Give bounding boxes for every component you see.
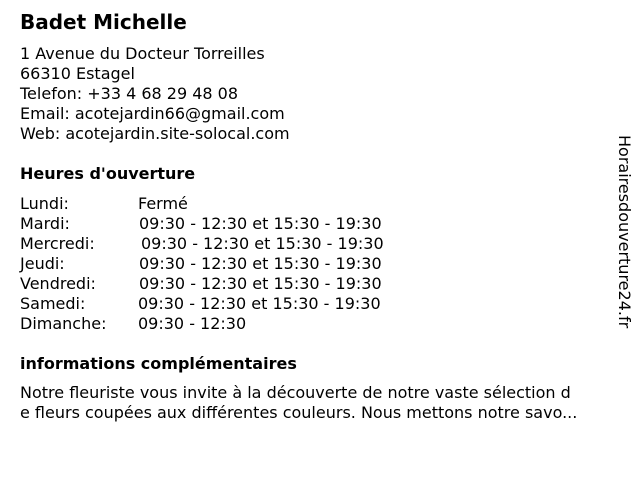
day-label: Lundi: bbox=[20, 194, 69, 213]
day-hours: 09:30 - 12:30 et 15:30 - 19:30 bbox=[138, 294, 381, 313]
additional-info-heading: informations complémentaires bbox=[20, 354, 297, 373]
day-hours: 09:30 - 12:30 et 15:30 - 19:30 bbox=[139, 254, 382, 273]
hours-row-jeudi bbox=[20, 254, 450, 274]
description-line-2: e fleurs coupées aux différentes couleurs. Nous mettons notre savo... bbox=[20, 403, 578, 422]
address-line-1: 1 Avenue du Docteur Torreilles bbox=[20, 44, 265, 63]
description-line-1: Notre fleuriste vous invite à la découverte de notre vaste sélection d bbox=[20, 383, 571, 402]
hours-row-mercredi bbox=[20, 234, 450, 254]
day-label: Mardi: bbox=[20, 214, 70, 233]
hours-row-vendredi bbox=[20, 274, 450, 294]
hours-row-dimanche bbox=[20, 314, 450, 334]
address-line-2: 66310 Estagel bbox=[20, 64, 135, 83]
hours-row-mardi bbox=[20, 214, 450, 234]
day-label: Vendredi: bbox=[20, 274, 96, 293]
day-label: Samedi: bbox=[20, 294, 86, 313]
business-description bbox=[20, 383, 632, 423]
email-line: Email: acotejardin66@gmail.com bbox=[20, 104, 285, 123]
day-label: Mercredi: bbox=[20, 234, 95, 253]
day-label: Dimanche: bbox=[20, 314, 107, 333]
web-line: Web: acotejardin.site-solocal.com bbox=[20, 124, 290, 143]
opening-hours-heading: Heures d'ouverture bbox=[20, 164, 196, 183]
day-hours: 09:30 - 12:30 bbox=[138, 314, 247, 333]
day-hours: 09:30 - 12:30 et 15:30 - 19:30 bbox=[139, 214, 382, 233]
day-label: Jeudi: bbox=[20, 254, 65, 273]
hours-row-lundi bbox=[20, 194, 450, 214]
day-hours: Fermé bbox=[138, 194, 188, 213]
business-name: Badet Michelle bbox=[20, 10, 187, 34]
hours-row-samedi bbox=[20, 294, 450, 314]
day-hours: 09:30 - 12:30 et 15:30 - 19:30 bbox=[141, 234, 384, 253]
site-watermark: Horairesdouverture24.fr bbox=[615, 135, 634, 329]
day-hours: 09:30 - 12:30 et 15:30 - 19:30 bbox=[139, 274, 382, 293]
phone-line: Telefon: +33 4 68 29 48 08 bbox=[20, 84, 239, 103]
